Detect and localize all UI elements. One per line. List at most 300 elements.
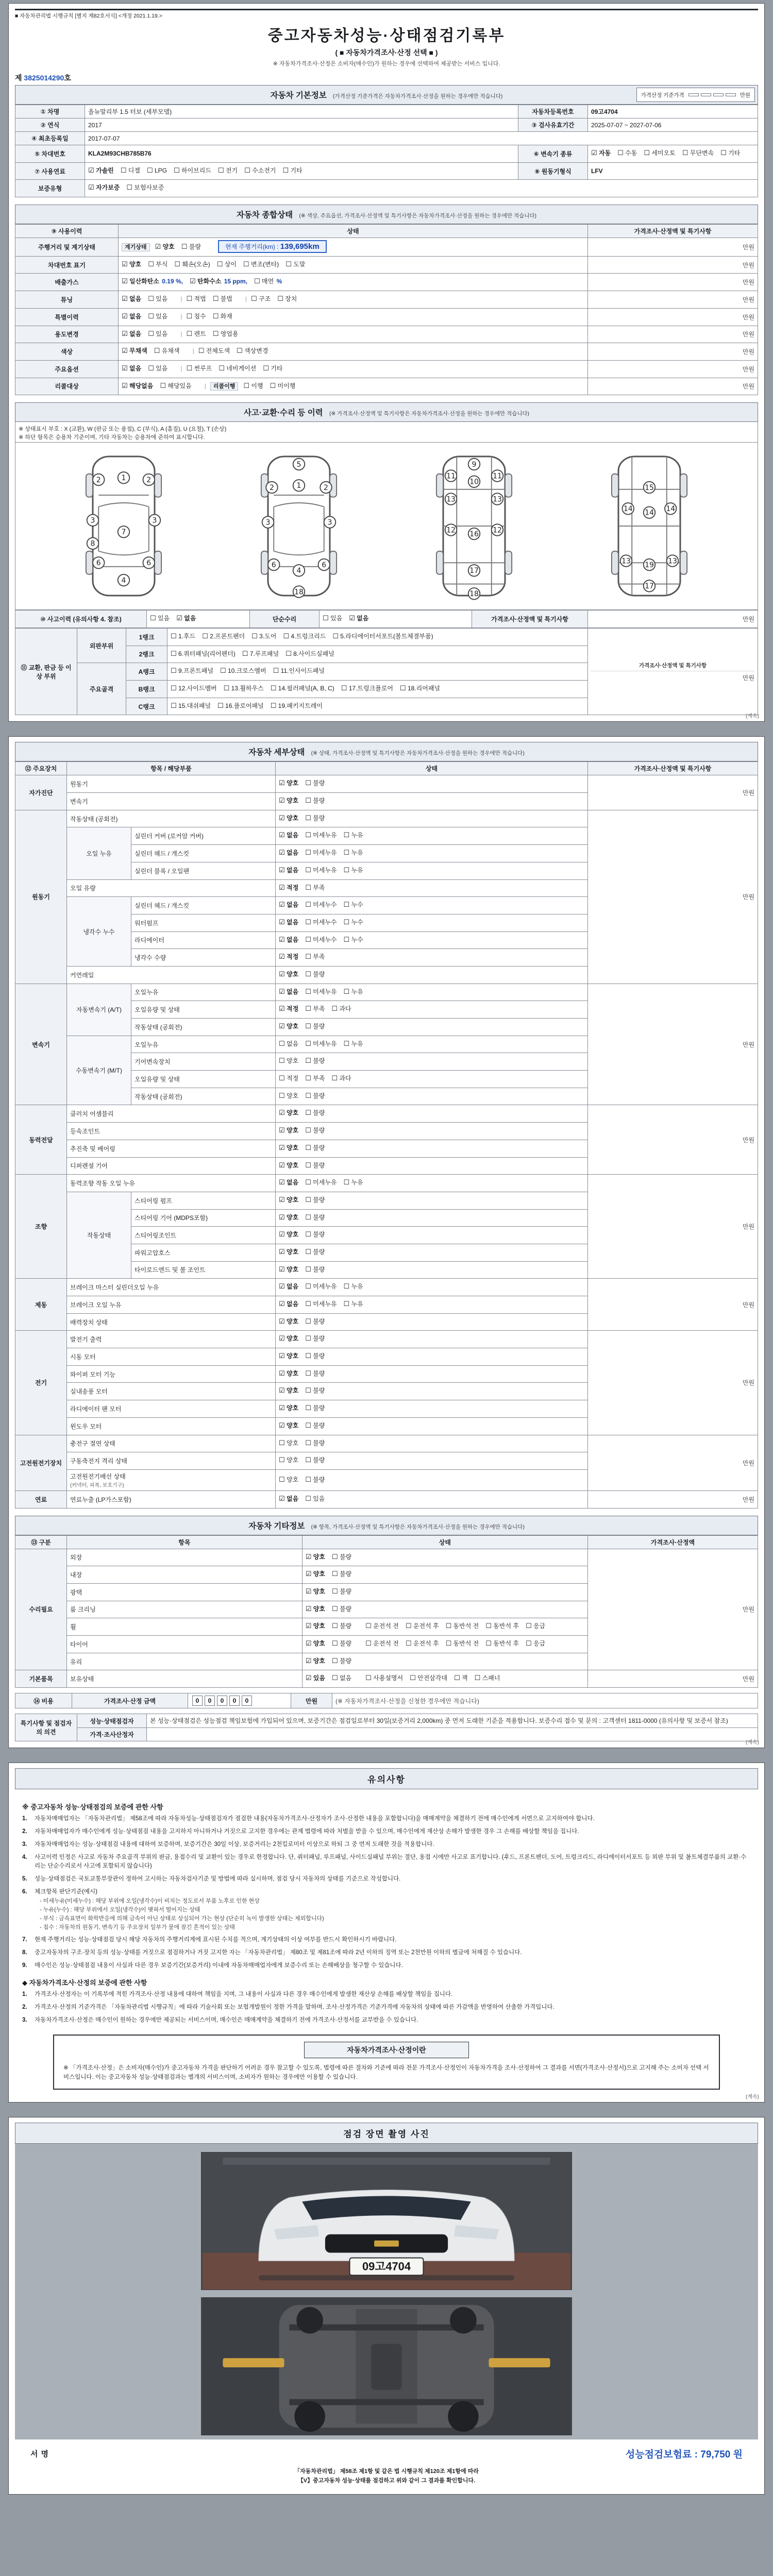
checkbox-checked[interactable]: ☑ 양호 [305,1657,325,1665]
price-cell: 만원 [588,274,758,291]
checkbox-icon: ☐ [305,970,311,978]
checkbox-unchecked[interactable]: ☐ 과다 [331,1005,351,1013]
checkbox-icon: ☐ [270,702,277,710]
comp-note: (※ 색상, 주요옵션, 가격조사·산정액 및 특기사항은 자동차가격조사·산정을 원하는 경우에만 적습니다) [299,213,537,219]
checkbox-checked[interactable]: ☑ 양호 [279,814,299,822]
price-cell: 만원 [588,810,758,984]
checkbox-unchecked[interactable]: ☐ 운전석 후 [405,1622,439,1631]
checkbox-checked[interactable]: ☑ 양호 [279,1421,299,1430]
svg-text:17: 17 [469,567,479,575]
checkbox-unchecked[interactable]: ☐ 이행 [243,382,263,390]
checkbox-unchecked[interactable]: ☐ 불량 [331,1570,352,1579]
checkbox-unchecked[interactable]: ☐ 미세누유 [305,988,337,996]
checkbox-unchecked[interactable]: ☐ 응급 [525,1640,546,1648]
checkbox-unchecked[interactable]: ☐ 있음 [148,364,168,372]
diagram-part-number [293,459,305,470]
comp-state-cell [119,238,588,257]
checkbox-unchecked[interactable]: ☐ 5.라디에이터서포트(볼트체결부품) [332,632,433,640]
base-price-digits [687,92,737,98]
checkbox-unchecked[interactable]: ☐ 미이행 [270,382,296,390]
checkbox-unchecked[interactable]: ☐ 있음 [323,615,343,623]
checkbox-unchecked[interactable]: ☐ 불량 [331,1622,352,1631]
diagram-part-number [149,515,161,527]
checkbox-unchecked[interactable]: ☐ 과다 [331,1075,351,1083]
state-cell [276,827,588,845]
checkbox-unchecked[interactable]: ☐ 부족 [305,1075,325,1083]
checkbox-icon: ☐ [331,1553,338,1561]
accident-band [15,402,758,422]
checkbox-checked[interactable]: ☑ 양호 [305,1587,325,1596]
checkbox-unchecked[interactable]: ☐ 수동 [617,149,637,157]
checkbox-checked[interactable]: ☑ 가솔린 [88,166,114,175]
checkbox-unchecked[interactable]: ☐ 불량 [305,1127,325,1135]
checkbox-unchecked[interactable]: ☐ 불량 [305,1248,325,1256]
amount-digit [713,93,724,96]
checkbox-icon: ☑ [279,779,285,788]
item-cell: 작동상태 (공회전) [67,810,276,827]
fuel-label: ⑦ 사용연료 [15,162,85,180]
checkbox-unchecked[interactable]: ☐ 부식 [148,260,168,268]
checkbox-unchecked[interactable]: ☐ 불량 [305,1456,325,1465]
checkbox-unchecked[interactable]: ☐ 운전석 전 [365,1640,399,1648]
checkbox-checked[interactable]: ☑ 무채색 [122,347,147,355]
checkbox-unchecked[interactable]: ☐ 7.루프패널 [242,650,279,658]
checkbox-icon: ☐ [154,347,160,355]
checkbox-checked[interactable]: ☑ 없음 [279,901,299,909]
checkbox-unchecked[interactable]: ☐ 기타 [282,166,303,175]
checkbox-checked[interactable]: ☑ 없음 [279,1179,299,1187]
price-cell: 만원 [588,1279,758,1331]
checkbox-unchecked[interactable]: ☐ 불량 [305,1404,325,1413]
checkbox-checked[interactable]: ☑ 자가보증 [88,184,120,192]
checkbox-unchecked[interactable]: ☐ 운전석 전 [365,1622,399,1631]
checkbox-checked[interactable]: ☑ 없음 [279,988,299,996]
checkbox-checked[interactable]: ☑ 양호 [279,1213,299,1222]
state-cell [276,1435,588,1452]
checkbox-icon: ☐ [198,347,205,355]
checkbox-icon: ☐ [343,918,350,926]
checkbox-checked[interactable]: ☑ 없음 [279,1283,299,1291]
legend-basis: ※ 하단 항목은 승용차 기준이며, 기타 자동차는 승용차에 준하여 표시합니다. [19,434,205,441]
checkbox-checked[interactable]: ☑ 해당없음 [122,382,154,390]
checkbox-unchecked[interactable]: ☐ 18.리어패널 [399,685,441,692]
diagram-part-number [665,503,677,515]
checkbox-unchecked[interactable]: ☐ 미세누유 [305,1179,337,1187]
checkbox-icon: ☐ [263,364,269,372]
checkbox-unchecked[interactable]: ☐ 부족 [305,953,325,961]
checkbox-icon: ☐ [305,1283,311,1291]
checkbox-unchecked[interactable]: ☐ 없음 [331,1674,352,1683]
diagram-part-number [468,588,480,600]
checkbox-checked[interactable]: ☑ 탄화수소 15 ppm, [190,278,248,286]
checkbox-unchecked[interactable]: ☐ LPG [146,166,167,175]
checkbox-checked[interactable]: ☑ 일산화탄소 0.19 %, [122,278,183,286]
warranty-options [85,180,758,197]
etc-table [15,1535,758,1688]
checkbox-unchecked[interactable]: ☐ 양호 [279,1057,299,1065]
checkbox-checked[interactable]: ☑ 양호 [279,1231,299,1239]
checkbox-unchecked[interactable]: ☐ 불량 [305,1161,325,1170]
checkbox-unchecked[interactable]: ☐ 14.필러패널(A, B, C) [270,685,334,692]
checkbox-unchecked[interactable]: ☐ 불량 [305,1023,325,1030]
checkbox-unchecked[interactable]: ☐ 3.도어 [251,632,277,640]
svg-text:2: 2 [146,476,152,485]
checkbox-icon: ☑ [279,1023,285,1030]
notice-item: 1. 가격조사·산정자는 이 기록부에 적힌 가격조사·산정 내용에 대하여 책임을 지며, 그 내용이 사실과 다른 경우 매수인에게 발생한 재산상 손해를 배상할 책임을 집니다. [22,1990,751,1999]
checkbox-unchecked[interactable]: ☐ 1.후드 [171,632,196,640]
checkbox-icon: ☐ [171,650,177,658]
checkbox-checked[interactable]: ☑ 양호 [279,1144,299,1152]
checkbox-unchecked[interactable]: ☐ 불량 [305,1352,325,1361]
checkbox-checked[interactable]: ☑ 양호 [155,243,175,251]
checkbox-icon: ☐ [343,988,350,996]
checkbox-checked[interactable]: ☑ 양호 [279,1109,299,1117]
checkbox-unchecked[interactable]: ☐ 미세누유 [305,1040,337,1048]
checkbox-unchecked[interactable]: ☐ 스패너 [474,1674,500,1683]
notice-item: 6. 체크항목 판단기준(예시) - 미세누유(미세누수) : 해당 부위에 오일(냉각수)이 비치는 정도로서 부품 노후로 인한 현상 - 누유(누수) : 해당 부위에서 오일(냉각수)이 맺혀서 떨어지는 상태 - 부식 : 금속표면이 화학반응에 의해 금속이 아닌 상태로 상실되어 가는 현상 (단순히 녹이 발생한 상태는 제외합니다) - 침수 : 자동차의 원동기, 변속기 등 주요장치 일부가 물에 잠긴 흔적이 있는 상태 [22,1888,751,1932]
checkbox-icon: ☑ [88,184,94,192]
checkbox-unchecked[interactable]: ☐ 안전삼각대 [410,1674,448,1683]
cost-note: (※ 자동차가격조사·산정을 신청한 경우에만 적습니다) [332,1693,758,1708]
checkbox-unchecked[interactable]: ☐ 훼손(오손) [174,260,210,268]
checkbox-checked[interactable]: ☑ 적정 [279,1005,299,1013]
checkbox-unchecked[interactable]: ☐ 사용설명서 [365,1674,404,1683]
checkbox-unchecked[interactable]: ☐ 부족 [305,884,325,892]
checkbox-unchecked[interactable]: ☐ 불량 [305,1109,325,1117]
checkbox-unchecked[interactable]: ☐ 누수 [343,901,363,909]
diagram-part-number [492,470,503,482]
svg-text:4: 4 [296,567,301,575]
comp-item-label: 용도변경 [15,326,119,343]
checkbox-unchecked[interactable]: ☐ 13.휠하우스 [223,685,264,692]
checkbox-unchecked[interactable]: ☐ 디젤 [120,166,140,175]
checkbox-unchecked[interactable]: ☐ 누유 [343,1300,363,1308]
checkbox-unchecked[interactable]: ☐ 17.트렁크플로어 [341,685,393,692]
comp-item-label: 배출가스 [15,274,119,291]
checkbox-unchecked[interactable]: ☐ 불량 [305,1369,325,1378]
checkbox-unchecked[interactable]: ☐ 장치 [277,295,297,303]
checkbox-unchecked[interactable]: ☐ 미세누수 [305,901,337,909]
checkbox-unchecked[interactable]: ☐ 매연 % [254,278,282,286]
checkbox-unchecked[interactable]: ☐ 화재 [212,312,232,320]
checkbox-unchecked[interactable]: ☐ 11.인사이드패널 [273,667,325,675]
checkbox-unchecked[interactable]: ☐ 불량 [305,1196,325,1204]
checkbox-unchecked[interactable]: ☐ 미세누유 [305,1300,337,1308]
checkbox-checked[interactable]: ☑ 없음 [122,330,142,338]
checkbox-checked[interactable]: ☑ 양호 [279,970,299,978]
checkbox-unchecked[interactable]: ☐ 불량 [305,1092,325,1100]
diagram-part-number [468,565,480,577]
svg-text:10: 10 [469,478,479,486]
checkbox-checked[interactable]: ☑ 없음 [122,364,142,372]
checkbox-unchecked[interactable]: ☐ 동반석 전 [445,1622,479,1631]
checkbox-unchecked[interactable]: ☐ 미세누유 [305,849,337,857]
checkbox-unchecked[interactable]: ☐ 누수 [343,936,363,944]
checkbox-checked[interactable]: ☑ 양호 [279,1335,299,1343]
exchange-rank: 1랭크 [126,628,167,646]
checkbox-icon: ☐ [617,149,624,157]
checkbox-icon: ☐ [331,1657,338,1665]
checkbox-unchecked[interactable]: ☐ 불법 [212,295,232,303]
checkbox-unchecked[interactable]: ☐ 4.트렁크리드 [283,632,326,640]
checkbox-unchecked[interactable]: ☐ 2.프론트펜더 [202,632,245,640]
checkbox-checked[interactable]: ☑ 양호 [279,1352,299,1361]
state-cell [276,1209,588,1227]
checkbox-checked[interactable]: ☑ 없음 [279,1300,299,1308]
state-cell [302,1583,587,1601]
checkbox-checked[interactable]: ☑ 없음 [122,312,142,320]
checkbox-unchecked[interactable]: ☐ 불량 [331,1605,352,1613]
checkbox-unchecked[interactable]: ☐ 구조 [251,295,271,303]
item-cell: 룸 크리닝 [67,1601,303,1618]
checkbox-unchecked[interactable]: ☐ 누유 [343,1040,363,1048]
checkbox-checked[interactable]: ☑ 있음 [305,1674,325,1683]
checkbox-checked[interactable]: ☑ 양호 [279,1317,299,1326]
diagram-part-number [492,494,503,505]
checkbox-icon: ☐ [186,312,193,320]
svg-text:1: 1 [121,474,126,483]
checkbox-unchecked[interactable]: ☐ 네비게이션 [219,364,257,372]
checkbox-checked[interactable]: ☑ 자동 [591,149,611,157]
checkbox-unchecked[interactable]: ☐ 누유 [343,849,363,857]
checkbox-unchecked[interactable]: ☐ 19.패키지트레이 [270,702,323,710]
svg-text:17: 17 [645,582,654,591]
checkbox-unchecked[interactable]: ☐ 불량 [305,1335,325,1343]
checkbox-unchecked[interactable]: ☐ 하이브리드 [173,166,211,175]
checkbox-unchecked[interactable]: ☐ 해당있음 [160,382,192,390]
checkbox-unchecked[interactable]: ☐ 불량 [305,970,325,978]
checkbox-unchecked[interactable]: ☐ 불량 [331,1587,352,1596]
checkbox-unchecked[interactable]: ☐ 누유 [343,866,363,874]
checkbox-checked[interactable]: ☑ 양호 [279,1248,299,1256]
checkbox-unchecked[interactable]: ☐ 적법 [186,295,206,303]
checkbox-checked[interactable]: ☑ 양호 [305,1622,325,1631]
comp-row [15,291,758,309]
etc-col-state: 상태 [302,1535,587,1549]
state-cell [276,1192,588,1209]
comp-table [15,224,758,395]
checkbox-checked[interactable]: ☑ 양호 [279,1369,299,1378]
detail-col-state: 상태 [276,762,588,775]
checkbox-checked[interactable]: ☑ 양호 [305,1640,325,1648]
checkbox-unchecked[interactable]: ☐ 동반석 전 [445,1640,479,1648]
checkbox-checked[interactable]: ☑ 양호 [305,1570,325,1579]
svg-text:16: 16 [469,530,479,539]
diagram-part-number [293,586,305,598]
comp-item-label: 색상 [15,343,119,361]
checkbox-unchecked[interactable]: ☐ 전체도색 [198,347,230,355]
checkbox-icon: ☐ [270,685,277,692]
checkbox-unchecked[interactable]: ☐ 무단변속 [682,149,714,157]
checkbox-unchecked[interactable]: ☐ 16.플로어패널 [217,702,264,710]
cost-label: ⑭ 비용 [15,1693,72,1708]
checkbox-unchecked[interactable]: ☐ 있음 [148,295,168,303]
checkbox-unchecked[interactable]: ☐ 불량 [305,1421,325,1430]
detail-col-device: ⑫ 주요장치 [15,762,67,775]
state-cell [276,1053,588,1071]
checkbox-unchecked[interactable]: ☐ 수소전기 [244,166,276,175]
checkbox-checked[interactable]: ☑ 없음 [279,936,299,944]
checkbox-icon: ☐ [305,1023,311,1030]
checkbox-unchecked[interactable]: ☐ 도말 [285,260,306,268]
checkbox-icon: ☑ [122,260,128,268]
comp-state-cell: ☑ 없음 ☐ 있음 | ☐ 침수 ☐ 화재 [119,308,588,326]
checkbox-unchecked[interactable]: ☐ 부족 [305,1005,325,1013]
item-cell: 실린더 커버 (로커암 커버) [131,827,276,845]
checkbox-unchecked[interactable]: ☐ 누수 [343,918,363,926]
checkbox-unchecked[interactable]: ☐ 침수 [186,312,206,320]
checkbox-unchecked[interactable]: ☐ 8.사이드실패널 [285,650,334,658]
item-cell: 워터펌프 [131,914,276,931]
checkbox-unchecked[interactable]: ☐ 기타 [720,149,741,157]
checkbox-checked[interactable]: ☑ 없음 [279,866,299,874]
item-cell: 커먼레일 [67,966,276,984]
checkbox-unchecked[interactable]: ☐ 있음 [148,312,168,320]
checkbox-icon: ☐ [216,260,223,268]
checkbox-unchecked[interactable]: ☐ 미세누유 [305,866,337,874]
checkbox-checked[interactable]: ☑ 없음 [122,295,142,303]
svg-text:2: 2 [96,476,101,485]
checkbox-unchecked[interactable]: ☐ 렌트 [186,330,206,338]
checkbox-unchecked[interactable]: ☐ 누유 [343,1283,363,1291]
checkbox-unchecked[interactable]: ☐ 불량 [305,1387,325,1395]
checkbox-checked[interactable]: ☑ 양호 [279,1127,299,1135]
checkbox-unchecked[interactable]: ☐ 불량 [181,243,201,251]
checkbox-unchecked[interactable]: ☐ 미세누유 [305,1283,337,1291]
checkbox-unchecked[interactable]: ☐ 변조(변타) [243,260,279,268]
checkbox-unchecked[interactable]: ☐ 잭 [454,1674,468,1683]
checkbox-checked[interactable]: ☑ 양호 [305,1605,325,1613]
checkbox-unchecked[interactable]: ☐ 양호 [279,1439,299,1447]
detail-row [15,1331,758,1348]
checkbox-unchecked[interactable]: ☐ 기타 [263,364,283,372]
checkbox-checked[interactable]: ☑ 양호 [122,260,142,268]
checkbox-unchecked[interactable]: ☐ 양호 [279,1092,299,1100]
checkbox-unchecked[interactable]: ☐ 색상변경 [237,347,268,355]
state-cell [302,1618,587,1636]
checkbox-checked[interactable]: ☑ 없음 [176,615,196,623]
state-cell [276,1244,588,1261]
checkbox-checked[interactable]: ☑ 없음 [279,832,299,840]
amount-digit: 0 [205,1696,215,1706]
checkbox-unchecked[interactable]: ☐ 불량 [331,1640,352,1648]
checkbox-unchecked[interactable]: ☐ 9.프론트패널 [171,667,213,675]
checkbox-unchecked[interactable]: ☐ 있음 [150,615,170,623]
checkbox-unchecked[interactable]: ☐ 불량 [305,1317,325,1326]
checkbox-unchecked[interactable]: ☐ 불량 [331,1553,352,1561]
checkbox-checked[interactable]: ☑ 양호 [279,1023,299,1030]
checkbox-unchecked[interactable]: ☐ 불량 [305,1265,325,1274]
checkbox-unchecked[interactable]: ☐ 불량 [331,1657,352,1665]
checkbox-unchecked[interactable]: ☐ 있음 [148,330,168,338]
checkbox-unchecked[interactable]: ☐ 동반석 후 [485,1640,519,1648]
checkbox-unchecked[interactable]: ☐ 불량 [305,814,325,822]
svg-text:18: 18 [294,588,304,597]
checkbox-checked[interactable]: ☑ 양호 [279,1387,299,1395]
checkbox-icon: ☑ [122,330,128,338]
checkbox-unchecked[interactable]: ☐ 불량 [305,1057,325,1065]
diagram-part-number [93,474,105,486]
checkbox-unchecked[interactable]: ☐ 전기 [217,166,238,175]
comp-col-use: ⑨ 사용이력 [15,225,119,238]
checkbox-checked[interactable]: ☑ 양호 [279,779,299,788]
opinion-table [15,1714,758,1741]
checkbox-unchecked[interactable]: ☐ 6.쿼터패널(리어펜더) [171,650,236,658]
checkbox-checked[interactable]: ☑ 없음 [279,918,299,926]
price-cell: 만원 [588,1490,758,1508]
item-cell: 스티어링 펌프 [131,1192,276,1209]
checkbox-checked[interactable]: ☑ 없음 [279,849,299,857]
checkbox-unchecked[interactable]: ☐ 보험사보증 [126,184,164,192]
checkbox-unchecked[interactable]: ☐ 동반석 후 [485,1622,519,1631]
checkbox-icon: ☑ [279,953,285,961]
checkbox-checked[interactable]: ☑ 양호 [305,1553,325,1561]
checkbox-unchecked[interactable]: ☐ 미세누수 [305,918,337,926]
detail-row [15,1175,758,1192]
state-cell [276,1105,588,1123]
checkbox-unchecked[interactable]: ☐ 미세누수 [305,936,337,944]
checkbox-checked[interactable]: ☑ 적정 [279,953,299,961]
comp-state-cell: ☑ 무채색 ☐ 유채색 | ☐ 전체도색 ☐ 색상변경 [119,343,588,361]
checkbox-unchecked[interactable]: ☐ 세미오토 [644,149,676,157]
checkbox-unchecked[interactable]: ☐ 적정 [279,1075,299,1083]
checkbox-checked[interactable]: ☑ 없음 [349,615,369,623]
checkbox-icon: ☑ [279,1421,285,1430]
checkbox-checked[interactable]: ☑ 양호 [279,1265,299,1274]
checkbox-unchecked[interactable]: ☐ 불량 [305,797,325,805]
checkbox-checked[interactable]: ☑ 없음 [279,1495,299,1503]
checkbox-unchecked[interactable]: ☐ 유채색 [154,347,180,355]
checkbox-unchecked[interactable]: ☐ 불량 [305,1144,325,1152]
checkbox-icon: ☐ [305,832,311,840]
item-cell: 배력장치 상태 [67,1313,276,1331]
checkbox-icon: ☑ [122,295,128,303]
checkbox-unchecked[interactable]: ☐ 불량 [305,779,325,788]
checkbox-unchecked[interactable]: ☐ 10.크로스멤버 [220,667,266,675]
checkbox-unchecked[interactable]: ☐ 불량 [305,1231,325,1239]
checkbox-unchecked[interactable]: ☐ 없음 [279,1040,299,1048]
checkbox-checked[interactable]: ☑ 양호 [279,797,299,805]
checkbox-unchecked[interactable]: ☐ 12.사이드멤버 [171,685,217,692]
checkbox-icon: ☐ [331,1005,338,1013]
svg-text:18: 18 [469,590,479,599]
price-cell: 만원 [588,291,758,309]
checkbox-unchecked[interactable]: ☐ 양호 [279,1476,299,1484]
checkbox-unchecked[interactable]: ☐ 상이 [216,260,237,268]
checkbox-unchecked[interactable]: ☐ 15.대쉬패널 [171,702,211,710]
checkbox-checked[interactable]: ☑ 양호 [279,1404,299,1413]
checkbox-unchecked[interactable]: ☐ 누유 [343,1179,363,1187]
checkbox-unchecked[interactable]: ☐ 미세누유 [305,832,337,840]
checkbox-unchecked[interactable]: ☐ 있음 [305,1495,325,1503]
checkbox-unchecked[interactable]: ☐ 영업용 [212,330,239,338]
checkbox-unchecked[interactable]: ☐ 썬루프 [186,364,212,372]
checkbox-unchecked[interactable]: ☐ 불량 [305,1476,325,1484]
item-cell: 광택 [67,1583,303,1601]
checkbox-unchecked[interactable]: ☐ 누유 [343,832,363,840]
checkbox-unchecked[interactable]: ☐ 운전석 후 [405,1640,439,1648]
checkbox-checked[interactable]: ☑ 양호 [279,1196,299,1204]
checkbox-checked[interactable]: ☑ 적정 [279,884,299,892]
checkbox-unchecked[interactable]: ☐ 응급 [525,1622,546,1631]
state-cell [276,862,588,879]
checkbox-unchecked[interactable]: ☐ 불량 [305,1439,325,1447]
checkbox-unchecked[interactable]: ☐ 양호 [279,1456,299,1465]
checkbox-unchecked[interactable]: ☐ 누유 [343,988,363,996]
checkbox-checked[interactable]: ☑ 양호 [279,1161,299,1170]
checkbox-unchecked[interactable]: ☐ 불량 [305,1213,325,1222]
device-cell: 전기 [15,1331,67,1435]
